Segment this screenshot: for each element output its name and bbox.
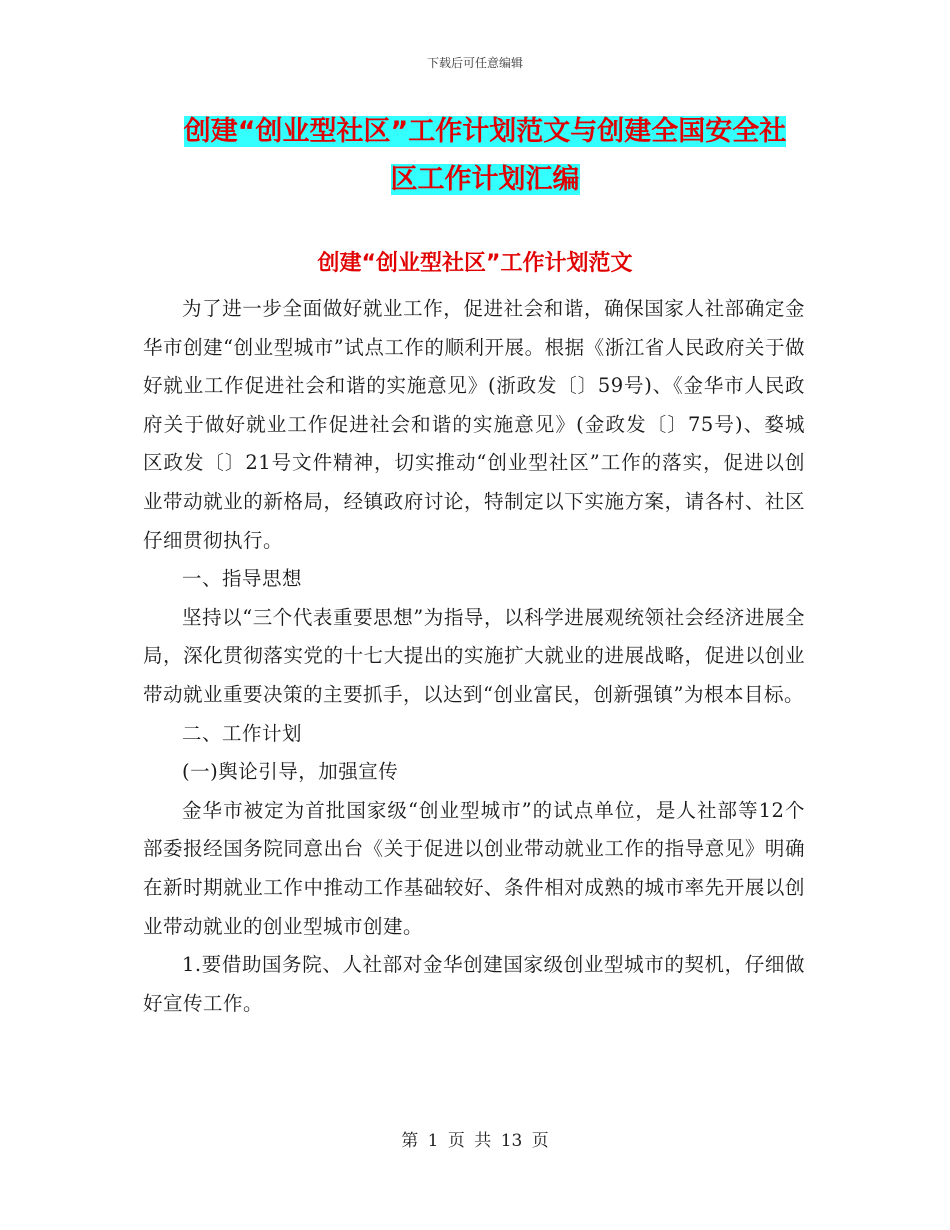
document-title xyxy=(140,108,830,204)
heading-guiding-ideology: 一、指导思想 xyxy=(182,567,303,591)
paragraph-guiding-ideology: 坚持以“三个代表重要思想”为指导，以科学进展观统领社会经济进展全局，深化贯彻落实党的十七大提出的实施扩大就业的进展战略，促进以创业带动就业重要决策的主要抓手，以达到“创业富民，创新强镇”为根本目标。 xyxy=(143,605,805,706)
page-footer: 第 1 页 共 13 页 xyxy=(401,1131,549,1151)
paragraph-intro: 为了进一步全面做好就业工作，促进社会和谐，确保国家人社部确定金华市创建“创业型城市”试点工作的顺利开展。根据《浙江省人民政府关于做好就业工作促进社会和谐的实施意见》(浙政发〔〕59号)、《金华市人民政府关于做好就业工作促进社会和谐的实施意见》(金政发〔〕75号)、婺城区政发〔〕21号文件精神，切实推动“创业型社区”工作的落实，促进以创业带动就业的新格局，经镇政府讨论，特制定以下实施方案，请各村、社区仔细贯彻执行。 xyxy=(143,297,805,552)
document-body xyxy=(143,290,805,1023)
document-title-line-2: 区工作计划汇编 xyxy=(390,164,580,195)
paragraph-item-1: 1.要借助国务院、人社部对金华创建国家级创业型城市的契机，仔细做好宣传工作。 xyxy=(143,953,805,1015)
subheading-publicity: (一)舆论引导，加强宣传 xyxy=(182,760,399,784)
section-title: 创建“创业型社区”工作计划范文 xyxy=(317,251,633,276)
header-note: 下载后可任意编辑 xyxy=(426,56,523,70)
heading-work-plan: 二、工作计划 xyxy=(182,721,303,745)
document-title-line-1: 创建“创业型社区”工作计划范文与创建全国安全社 xyxy=(183,116,787,147)
paragraph-publicity: 金华市被定为首批国家级“创业型城市”的试点单位，是人社部等12个部委报经国务院同意出台《关于促进以创业带动就业工作的指导意见》明确在新时期就业工作中推动工作基础较好、条件相对成熟的城市率先开展以创业带动就业的创业型城市创建。 xyxy=(143,798,805,938)
